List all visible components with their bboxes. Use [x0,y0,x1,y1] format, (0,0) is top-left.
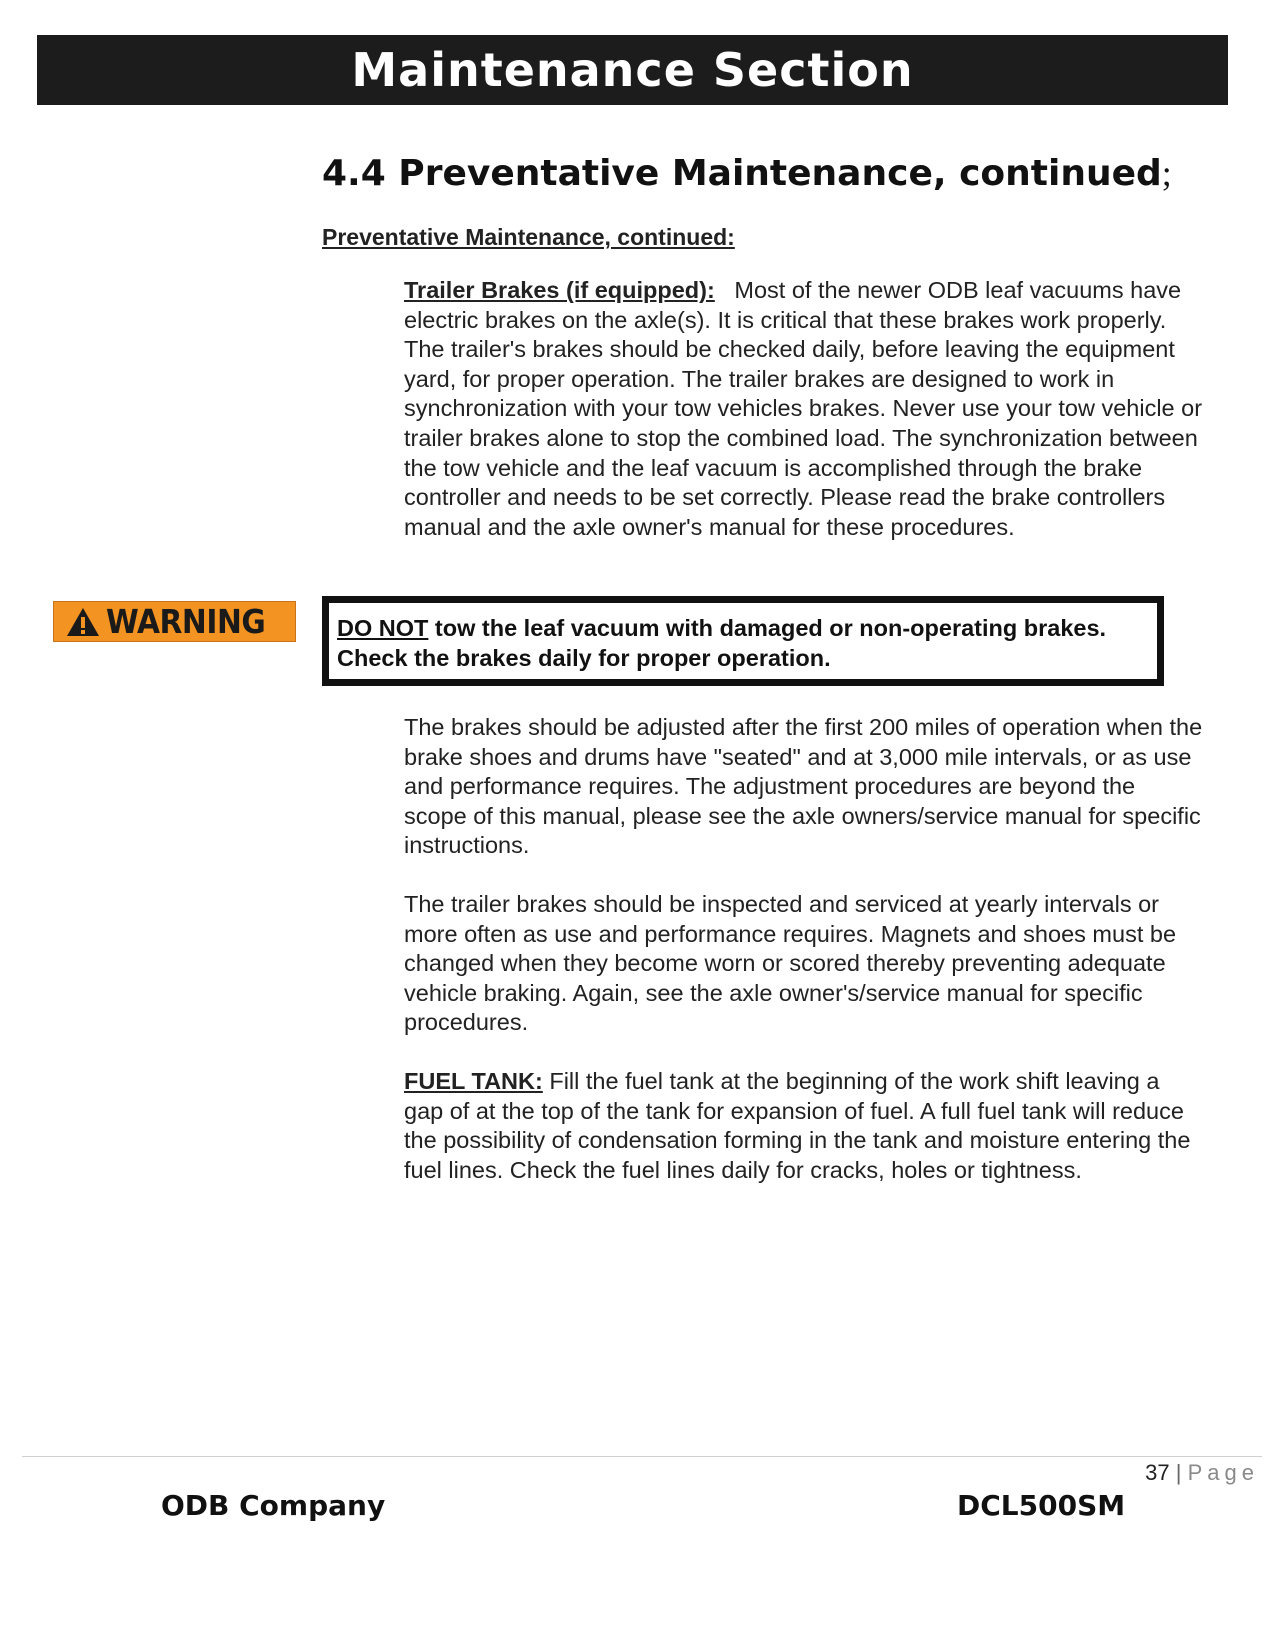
header-title: Maintenance Section [351,43,914,97]
page-number [1145,1460,1259,1486]
page-number-value: 37 [1145,1460,1170,1485]
warning-lead: DO NOT [337,615,429,641]
fuel-tank-paragraph [404,1067,1204,1185]
page-separator: | [1175,1460,1182,1485]
warning-triangle-icon [66,606,100,638]
section-title [322,152,1172,194]
warning-badge-text: WARNING [106,602,266,641]
footer-divider [22,1456,1262,1457]
sub-heading: Preventative Maintenance, continued: [322,224,735,250]
trailer-brakes-text: Most of the newer ODB leaf vacuums have electric brakes on the axle(s). It is critical that these brakes work properly. The trailer's brakes should be checked daily, before leaving the equipment yard, for proper operation. The trailer brakes are designed to work in synchronization with your tow vehicles brakes. Never use your tow vehicle or trailer brakes alone to stop the combined load. The synchronization between the tow vehicle and the leaf vacuum is accomplished through the brake controller and needs to be set correctly. Please read the brake controllers manual and the axle owner's manual for these procedures. [404,277,1203,540]
fuel-tank-label: FUEL TANK: [404,1068,543,1094]
fuel-tank-text: Fill the fuel tank at the beginning of the work shift leaving a gap of at the top of the tank for expansion of fuel. A full fuel tank will reduce the possibility of condensation forming in the tank and moisture entering the fuel lines. Check the fuel lines daily for cracks, holes or tightness. [404,1068,1191,1183]
warning-line-1 [337,613,1151,643]
section-title-text: 4.4 Preventative Maintenance, continued [322,153,1162,194]
warning-badge [53,601,296,642]
section-title-suffix: ; [1161,153,1172,193]
warning-box [322,596,1164,686]
inspection-paragraph: The trailer brakes should be inspected and serviced at yearly intervals or more often as use and performance requires. Magnets and shoes must be changed when they become worn or scored thereby preventing adequate vehicle braking. Again, see the axle owner's/service manual for specific procedures. [404,891,1177,1036]
trailer-brakes-label: Trailer Brakes (if equipped): [404,277,715,303]
footer-company: ODB Company [161,1489,386,1522]
warning-line-2: Check the brakes daily for proper operation. [337,645,831,671]
header-bar [37,35,1228,105]
trailer-brakes-paragraph [404,276,1204,542]
adjustment-paragraph: The brakes should be adjusted after the first 200 miles of operation when the brake shoes and drums have "seated" and at 3,000 mile intervals, or as use and performance requires. The adjustment procedures are beyond the scope of this manual, please see the axle owners/service manual for specific instructions. [404,714,1203,859]
page-word: Page [1187,1460,1259,1485]
warning-line-1-rest: tow the leaf vacuum with damaged or non-operating brakes. [428,615,1107,641]
footer-model: DCL500SM [957,1489,1126,1522]
